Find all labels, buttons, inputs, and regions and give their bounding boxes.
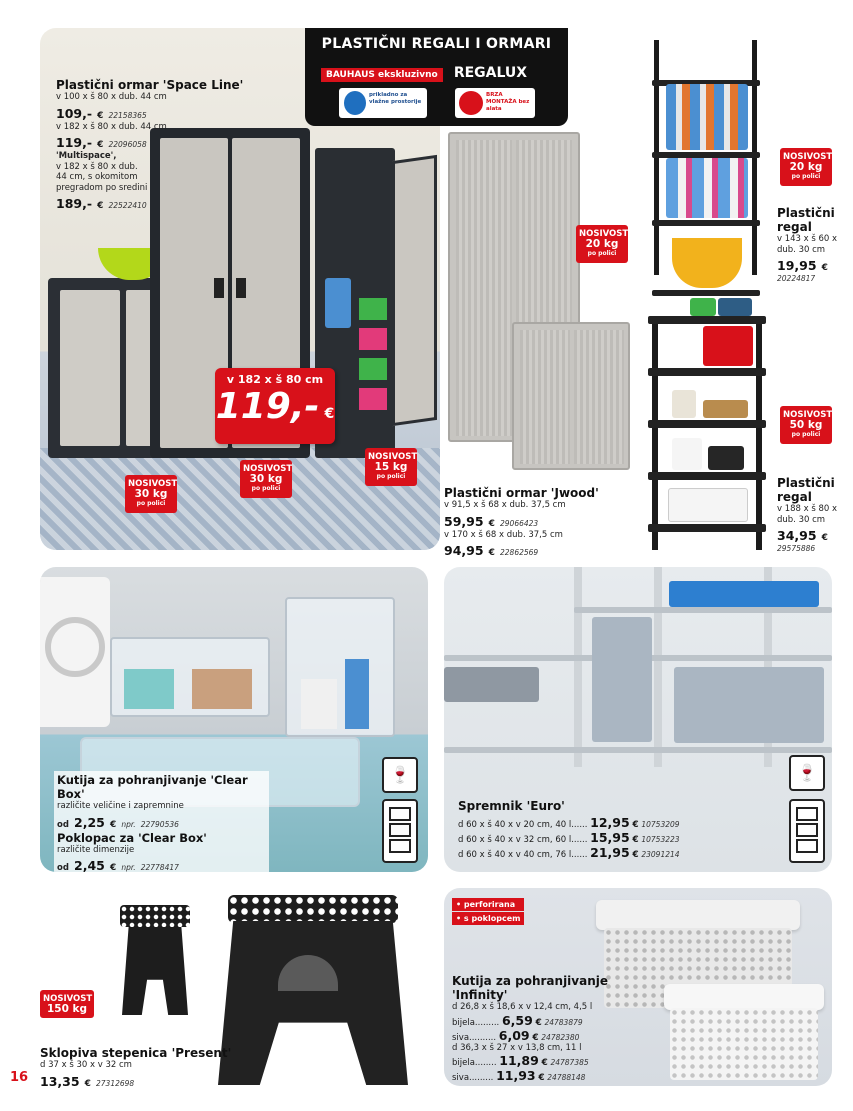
infinity-panel xyxy=(444,888,832,1086)
brand-row xyxy=(321,62,527,82)
tag-with-lid: • s poklopcem xyxy=(452,912,524,925)
regal-1-load-badge: NOSIVOST 20 kg po polici xyxy=(780,148,832,186)
space-line-price-1: 109,- xyxy=(56,105,93,121)
space-line-text: Plastični ormar 'Space Line' v 100 x š 80 x dub. 44 cm 109,- € 22158365 v 182 x š 80 x dub. 44 cm 119,- € 22096058 'Multispace', v 182 x š 80 x dub. 44 cm, s okomitom pregradom po sredini 189,- € 22522410 xyxy=(56,78,256,212)
regal-2-price: 34,95 xyxy=(777,528,817,543)
space-line-price-row-2: 119,- € 22096058 xyxy=(56,135,147,150)
jwood-price-1: 59,95 xyxy=(444,513,484,529)
tag-perforated: • perforirana xyxy=(452,898,524,911)
stool-title: Sklopiva stepenica 'Present' xyxy=(40,1046,232,1060)
page-number: 16 xyxy=(10,1070,29,1085)
space-line-price-2: 119,- xyxy=(56,135,93,150)
jwood-load-badge: NOSIVOST 20 kg po polici xyxy=(576,225,628,263)
promo-price-box: v 182 x š 80 cm 119,- € xyxy=(215,368,335,444)
clear-box-lid-price: 2,45 xyxy=(74,858,105,872)
euro-row-2: d 60 x š 40 x v 32 cm, 60 l...... 15,95 € 10753223 xyxy=(458,830,680,845)
promo-price: 119,- xyxy=(215,386,320,427)
jwood-small-cabinet-image xyxy=(512,322,630,470)
regal-1-text: Plastični regal v 143 x š 60 x dub. 30 cm 19,95 € 20224817 xyxy=(777,206,838,283)
header-banner xyxy=(305,28,568,126)
wet-room-icon: prikladno za vlažne prostorije xyxy=(339,88,427,118)
infinity-text: Kutija za pohranjivanje 'Infinity' d 26,8 x š 18,6 x v 12,4 cm, 4,5 l bijela......... 6,59 € 24783879 siva.......... 6,09 € 24782380 d 36,3 x š 27 x v 13,8 cm, 11 l bijela........ 11,89 € 24787385 siva......... 11,93 € 24788148 xyxy=(452,974,609,1083)
clear-box-stack-image xyxy=(285,597,395,737)
load-badge-small-cabinet: NOSIVOST 30 kg po polici xyxy=(125,475,177,513)
infinity-box-small-image xyxy=(664,984,824,1080)
euro-row-1: d 60 x š 40 x v 20 cm, 40 l...... 12,95 € 10753209 xyxy=(458,815,680,830)
space-line-title: Plastični ormar 'Space Line' xyxy=(56,78,244,92)
regal-1-price: 19,95 xyxy=(777,258,817,273)
clear-box-panel xyxy=(40,567,428,872)
infinity-tags xyxy=(452,898,524,925)
clear-box-text: Kutija za pohranjivanje 'Clear Box' različite veličine i zapremnine od 2,25 € npr. 22790536 Poklopac za 'Clear Box' različite dimenzije od 2,45 € npr. 22778417 xyxy=(54,771,269,872)
stool-price: 13,35 xyxy=(40,1073,80,1089)
regal-2-image xyxy=(648,298,766,550)
load-badge-tall-cabinet: NOSIVOST 30 kg po polici xyxy=(240,460,292,498)
clear-box-price: 2,25 xyxy=(74,814,105,830)
clear-box-title: Kutija za pohranjivanje 'Clear Box' xyxy=(57,773,248,801)
washing-machine-image xyxy=(40,577,110,727)
space-line-price-row-1: 109,- € 22158365 xyxy=(56,105,147,121)
multispace-code: 22522410 xyxy=(108,201,147,210)
small-stool-image xyxy=(112,905,200,1015)
quick-assembly-icon: BRZA MONTAŽA bez alata xyxy=(455,88,535,118)
stool-text: Sklopiva stepenica 'Present' d 37 x š 30 x v 32 cm 13,35 € 27312698 xyxy=(40,1046,260,1090)
open-door-image xyxy=(392,155,437,426)
clear-box-lid-title: Poklopac za 'Clear Box' xyxy=(57,830,207,845)
load-badge-multispace: NOSIVOST 15 kg po polici xyxy=(365,448,417,486)
euro-stackable-icon xyxy=(789,799,825,863)
regal-2-text: Plastični regal v 188 x š 80 x dub. 30 cm 34,95 € 29575886 xyxy=(777,476,838,553)
stool-load-badge: NOSIVOST 150 kg xyxy=(40,990,94,1018)
metal-rack-image xyxy=(444,567,832,767)
regal-2-load-badge: NOSIVOST 50 kg po polici xyxy=(780,406,832,444)
partner-logo: REGALUX xyxy=(453,65,528,81)
euro-row-3: d 60 x š 40 x v 40 cm, 76 l...... 21,95 € 23091214 xyxy=(458,845,680,860)
space-line-dims-2: v 182 x š 80 x dub. 44 cm xyxy=(56,121,167,132)
euro-text xyxy=(458,799,788,860)
multispace-price: 189,- xyxy=(56,196,93,211)
multispace-title: 'Multispace', xyxy=(56,151,117,161)
euro-food-safe-icon: 🍷 xyxy=(789,755,825,791)
stackable-icon xyxy=(382,799,418,863)
jwood-price-2: 94,95 xyxy=(444,543,484,558)
multispace-price-row: 189,- € 22522410 xyxy=(56,196,147,211)
euro-panel xyxy=(444,567,832,872)
euro-title: Spremnik 'Euro' xyxy=(458,799,565,813)
header-title: PLASTIČNI REGALI I ORMARI xyxy=(321,36,552,52)
food-safe-icon: 🍷 xyxy=(382,757,418,793)
space-line-code-1: 22158365 xyxy=(108,110,147,120)
promo-dims: v 182 x š 80 cm xyxy=(226,373,324,386)
space-line-dims-1: v 100 x š 80 x dub. 44 cm xyxy=(56,92,167,102)
jwood-title: Plastični ormar 'Jwood' xyxy=(444,486,599,500)
regal-1-image xyxy=(652,40,760,275)
brand-logo: BAUHAUS ekskluzivno xyxy=(321,68,443,82)
clear-boxes-image xyxy=(110,637,270,717)
space-line-code-2: 22096058 xyxy=(108,140,147,149)
jwood-text: Plastični ormar 'Jwood' v 91,5 x š 68 x dub. 37,5 cm 59,95 € 29066423 v 170 x š 68 x dub. 37,5 cm 94,95 € 22862569 xyxy=(444,486,634,559)
